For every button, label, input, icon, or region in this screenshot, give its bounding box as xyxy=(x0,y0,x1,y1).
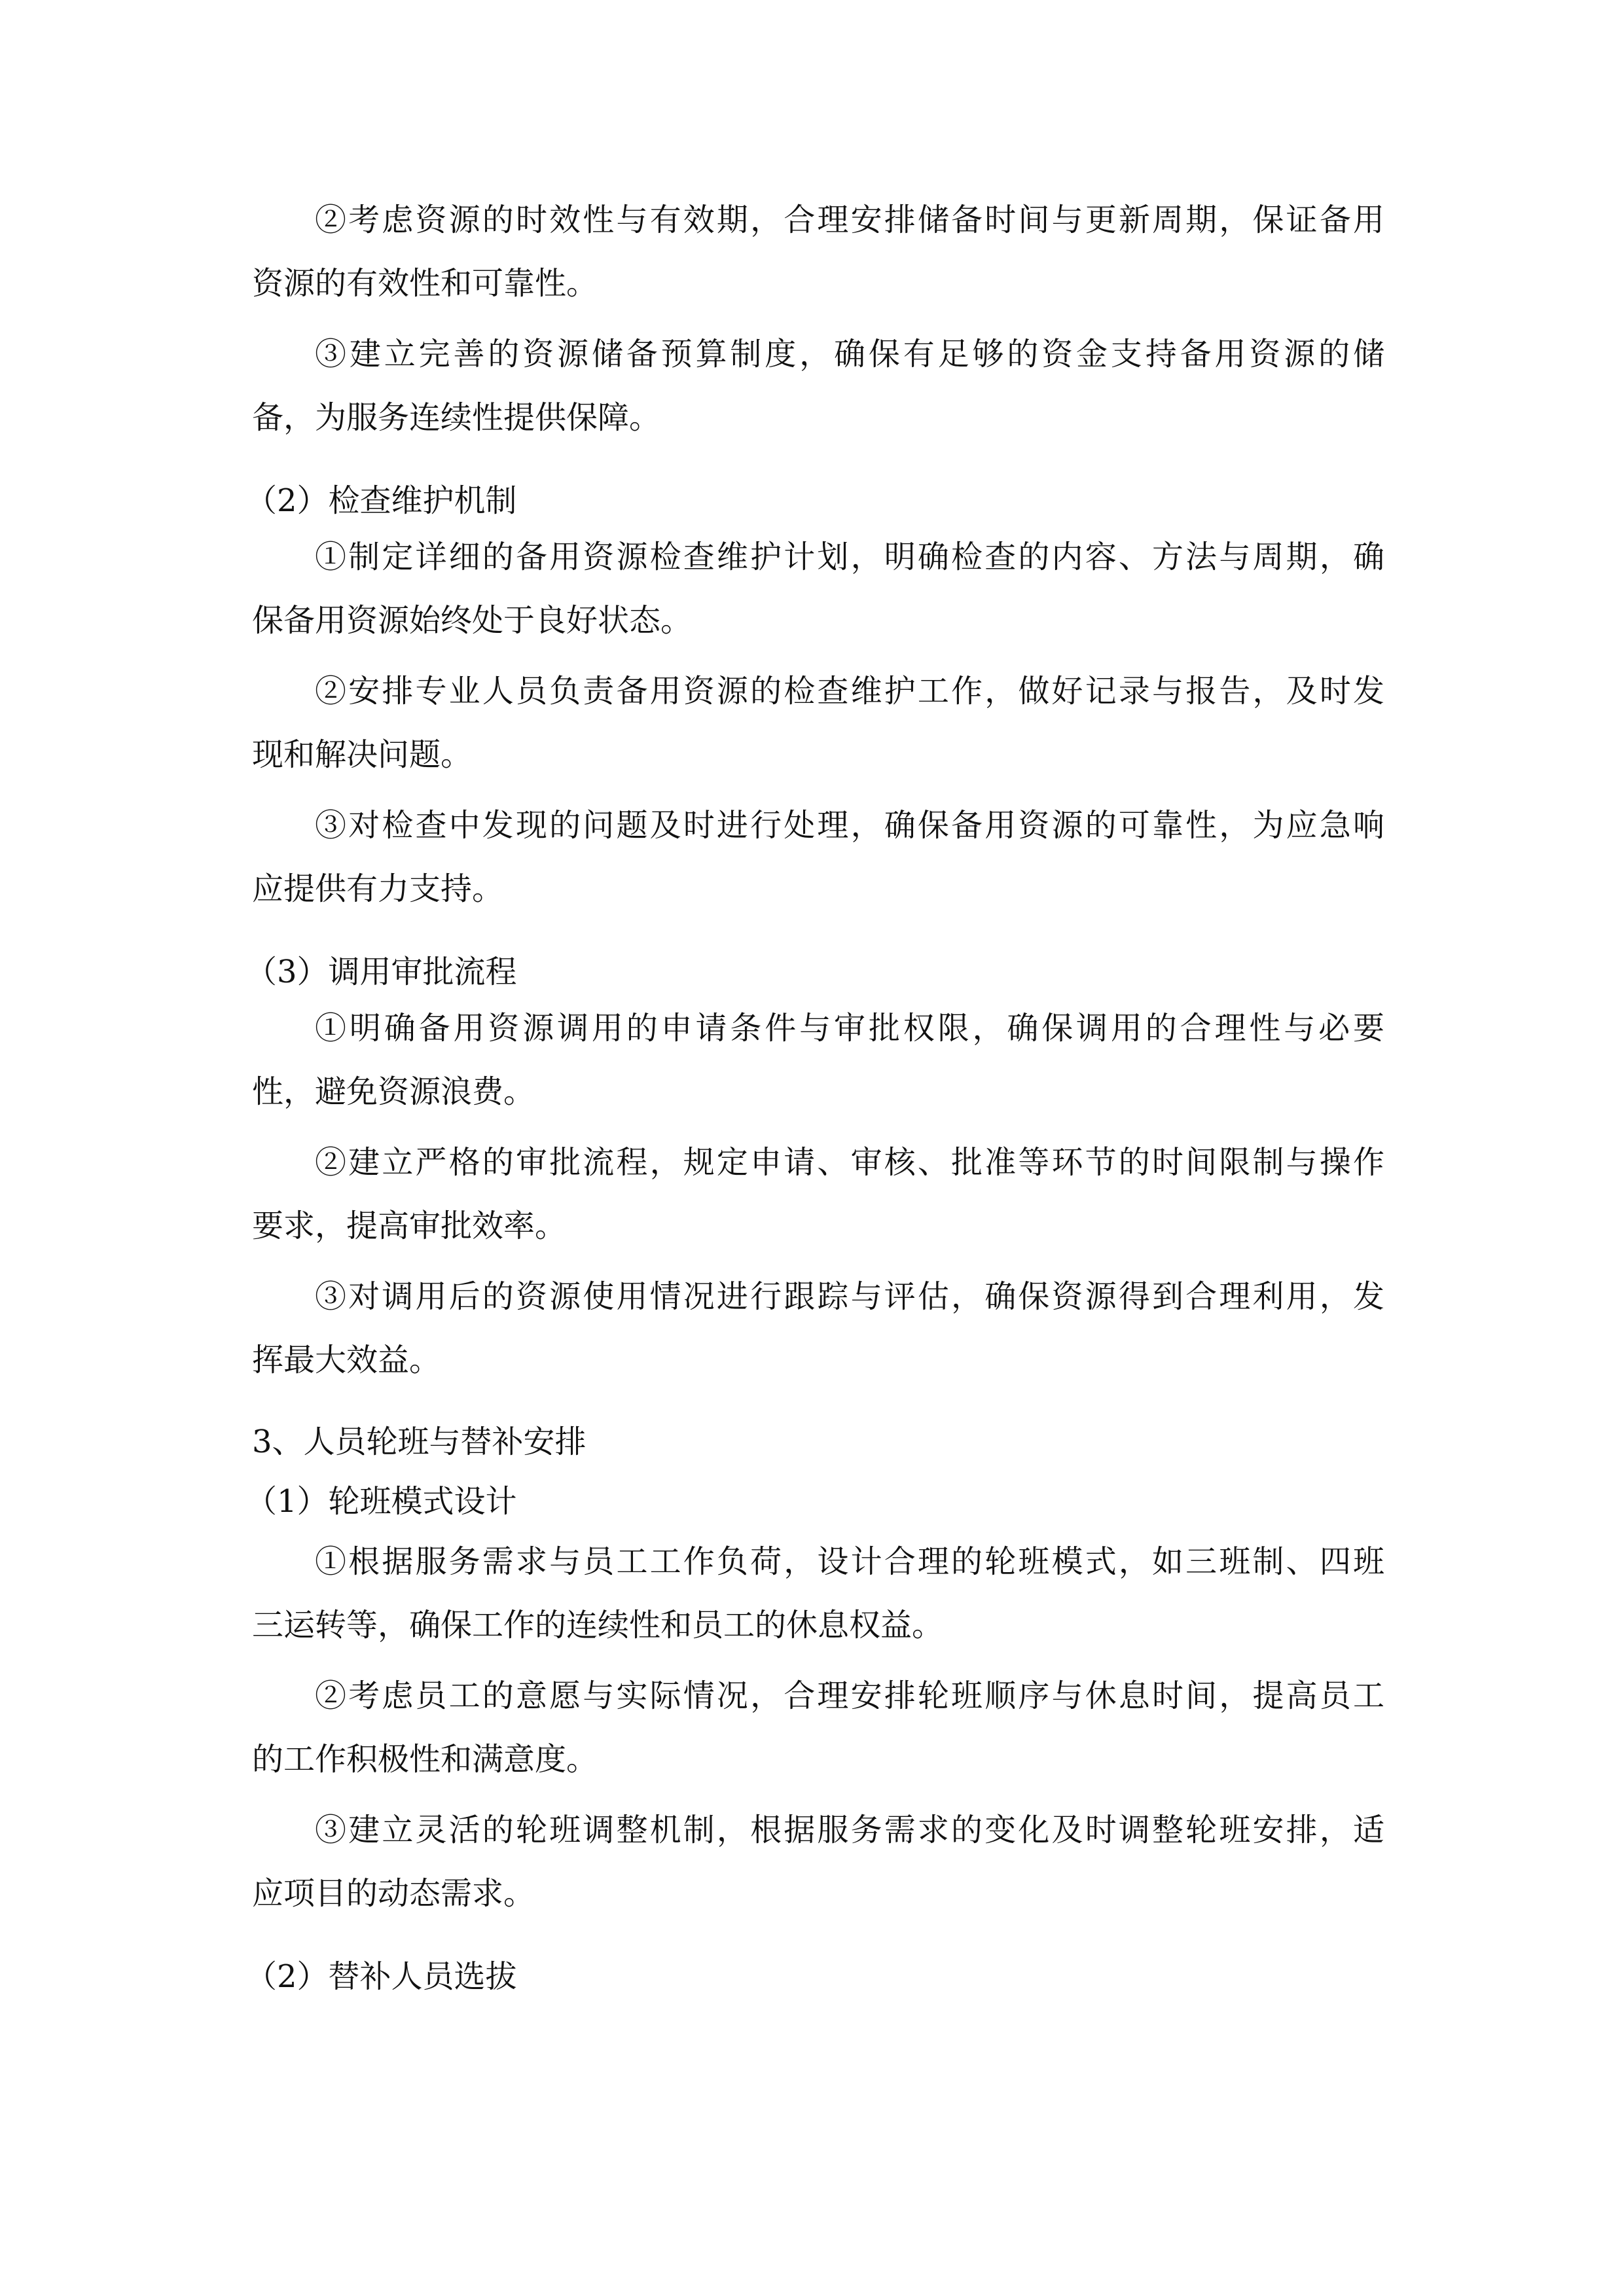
paragraph-line: ②安排专业人员负责备用资源的检查维护工作，做好记录与报告，及时发 xyxy=(315,673,1384,709)
paragraph-line: ①制定详细的备用资源检查维护计划，明确检查的内容、方法与周期，确 xyxy=(315,539,1384,575)
subsection-heading: （3）调用审批流程 xyxy=(245,954,517,990)
paragraph-line: 资源的有效性和可靠性。 xyxy=(252,265,598,302)
paragraph-line: 要求，提高审批效率。 xyxy=(252,1208,567,1244)
paragraph-line: ①根据服务需求与员工工作负荷，设计合理的轮班模式，如三班制、四班 xyxy=(315,1543,1384,1580)
paragraph-line: ③对检查中发现的问题及时进行处理，确保备用资源的可靠性，为应急响 xyxy=(315,807,1384,844)
section-heading: 3、人员轮班与替补安排 xyxy=(252,1424,586,1460)
paragraph-line: 的工作积极性和满意度。 xyxy=(252,1741,598,1778)
paragraph-line: ②建立严格的审批流程，规定申请、审核、批准等环节的时间限制与操作 xyxy=(315,1144,1384,1181)
paragraph-line: ③建立灵活的轮班调整机制，根据服务需求的变化及时调整轮班安排，适 xyxy=(315,1812,1384,1848)
paragraph-line: ②考虑员工的意愿与实际情况，合理安排轮班顺序与休息时间，提高员工 xyxy=(315,1677,1384,1714)
paragraph-line: 性，避免资源浪费。 xyxy=(252,1073,535,1110)
document-page xyxy=(245,0,1384,2296)
paragraph-line: ③建立完善的资源储备预算制度，确保有足够的资金支持备用资源的储 xyxy=(315,336,1384,372)
paragraph-line: 现和解决问题。 xyxy=(252,736,473,773)
paragraph-line: 备，为服务连续性提供保障。 xyxy=(252,399,661,436)
paragraph-line: 应项目的动态需求。 xyxy=(252,1875,535,1912)
subsection-heading: （1）轮班模式设计 xyxy=(245,1483,517,1520)
subsection-heading: （2）替补人员选拔 xyxy=(245,1958,517,1995)
paragraph-line: ②考虑资源的时效性与有效期，合理安排储备时间与更新周期，保证备用 xyxy=(315,202,1384,238)
paragraph-line: 挥最大效益。 xyxy=(252,1342,441,1378)
paragraph-line: 保备用资源始终处于良好状态。 xyxy=(252,602,693,639)
paragraph-line: ③对调用后的资源使用情况进行跟踪与评估，确保资源得到合理利用，发 xyxy=(315,1278,1384,1315)
subsection-heading: （2）检查维护机制 xyxy=(245,482,517,519)
paragraph-line: 应提供有力支持。 xyxy=(252,870,504,907)
paragraph-line: ①明确备用资源调用的申请条件与审批权限，确保调用的合理性与必要 xyxy=(315,1010,1384,1047)
paragraph-line: 三运转等，确保工作的连续性和员工的休息权益。 xyxy=(252,1607,944,1643)
